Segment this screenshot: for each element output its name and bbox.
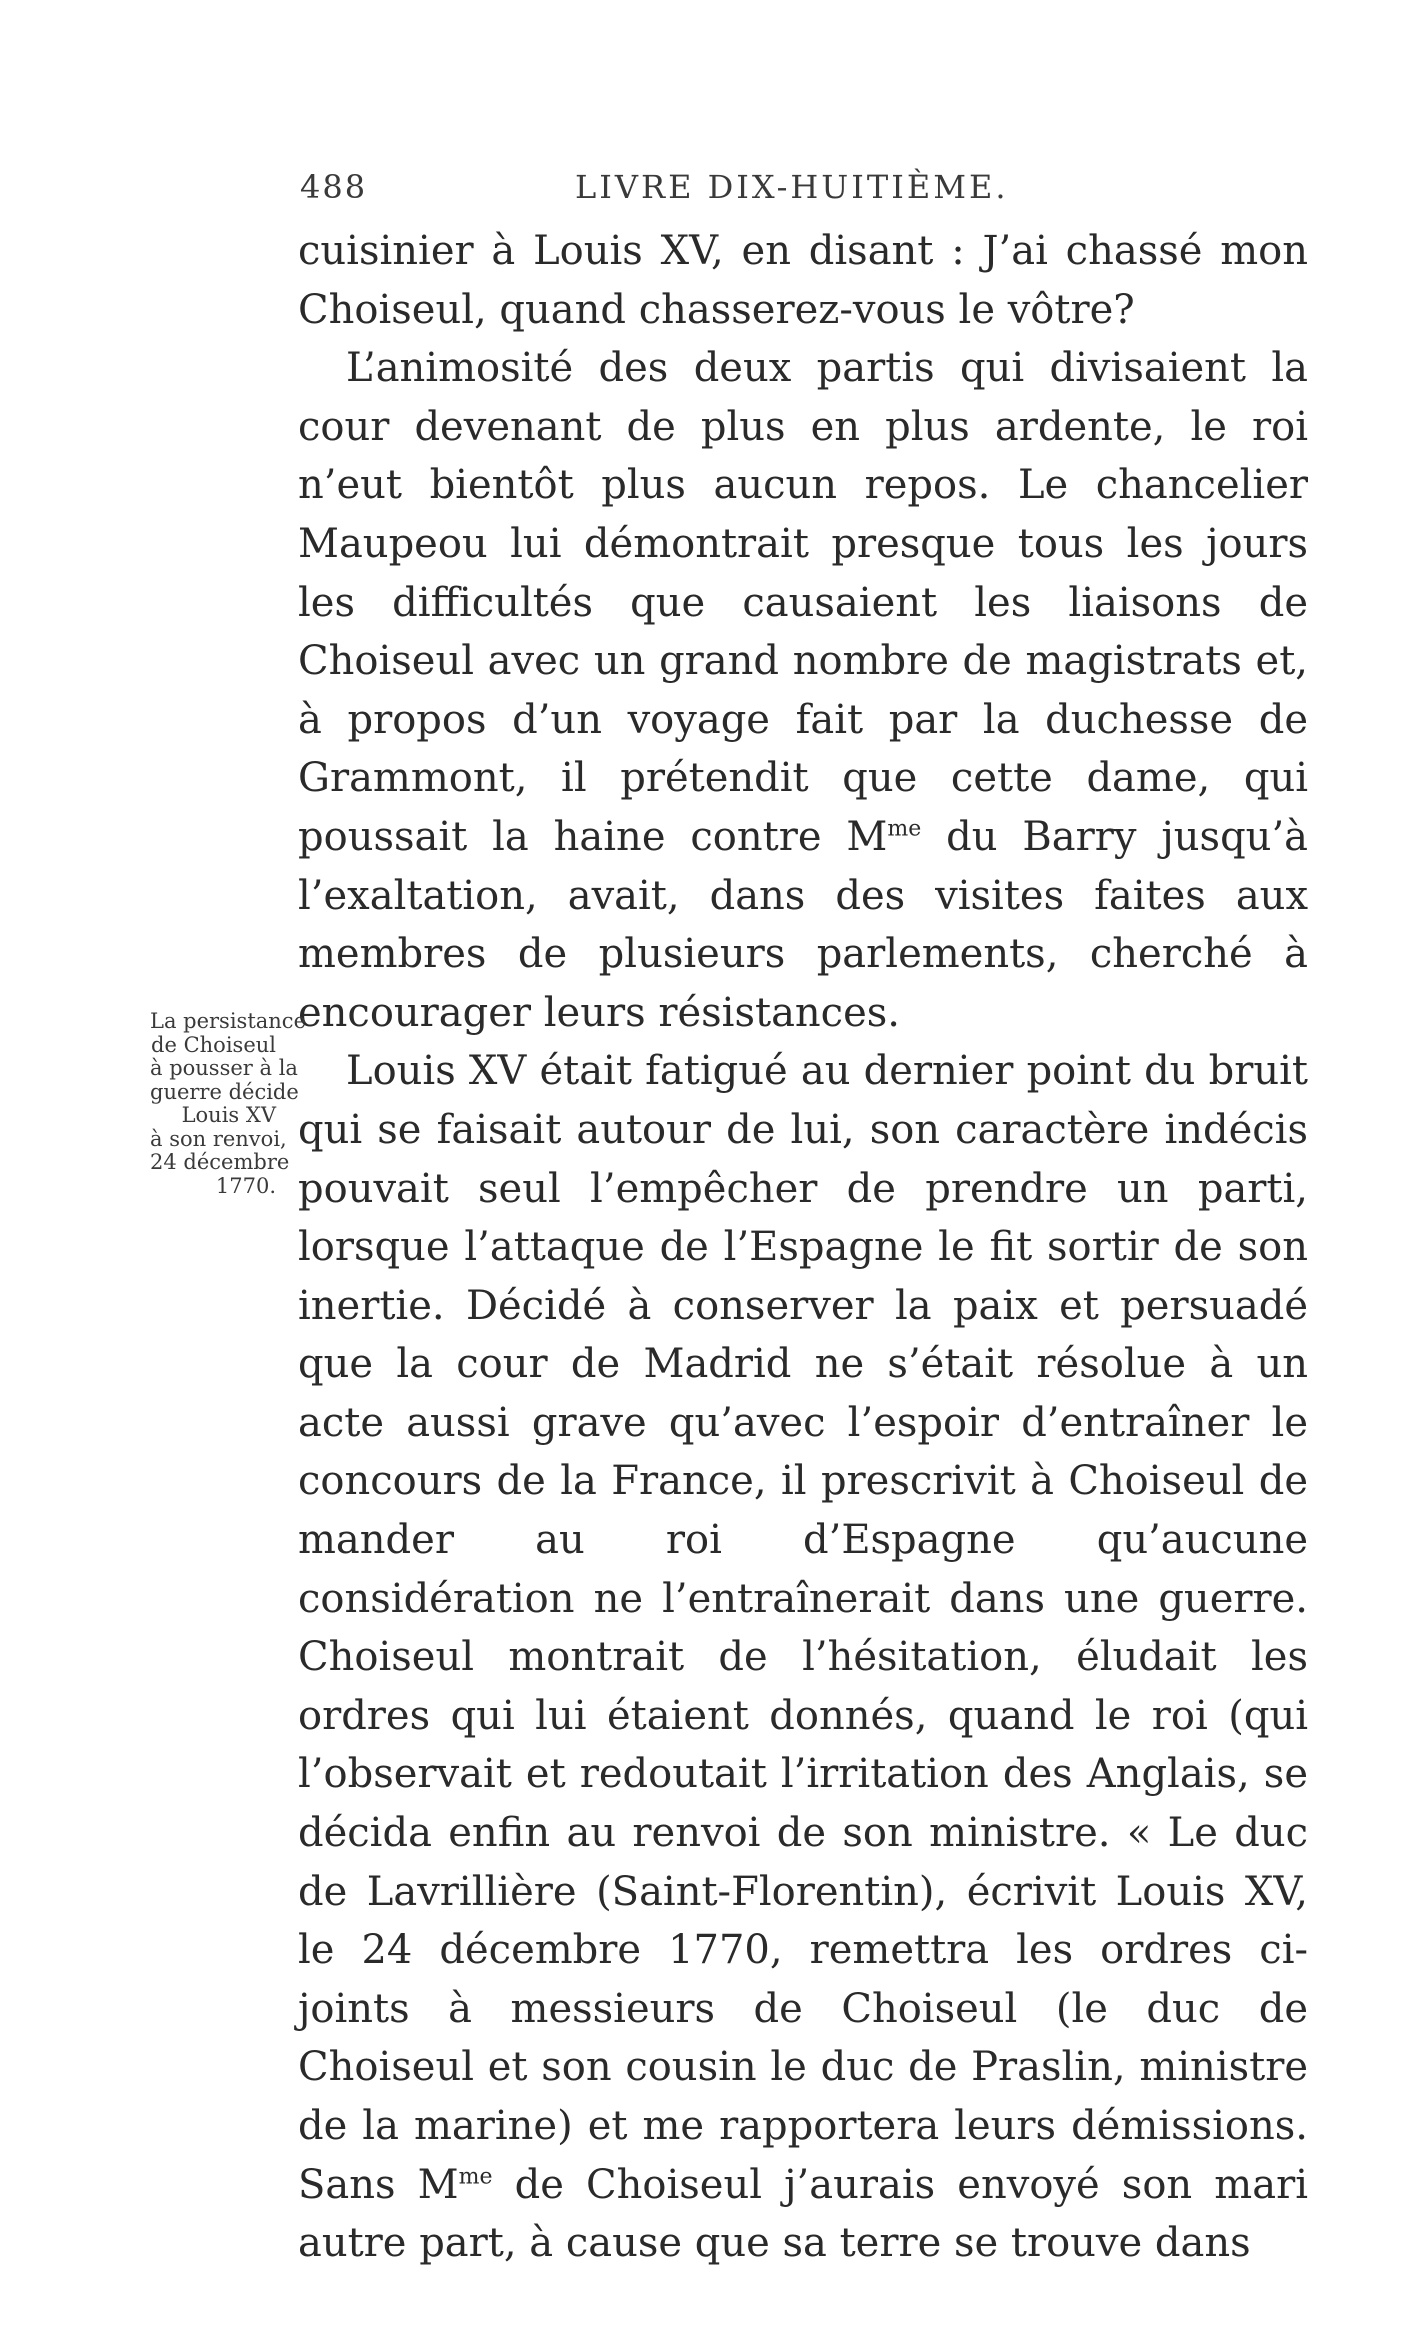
paragraph-text: L’animosité des deux partis qui divisaient la cour devenant de plus en plus ardente, le roi n’eut bientôt plus aucun repos. Le chancelier Maupeou lui démontrait presque tous les jours les difficultés que causaient les liaisons de Choiseul avec un grand nombre de magistrats et, à propos d’un voyage fait par la duchesse de Grammont, il prétendit que cette dame, qui poussait la haine contre M [298, 345, 1308, 860]
paragraph-louis-xv [298, 1042, 1308, 2272]
superscript-abbreviation: me [887, 816, 922, 842]
paragraph-text: du Barry jusqu’à l’exaltation, avait, dans des visites faites aux membres de plusieurs parlements, cherché à encourager leurs résistances. [298, 813, 1309, 1036]
margin-note-line: à pousser à la [150, 1056, 298, 1080]
margin-note-line: 1770. [215, 1173, 276, 1198]
running-head [300, 168, 1310, 212]
running-title: LIVRE DIX-HUITIÈME. [575, 168, 1009, 206]
paragraph-continuation: cuisinier à Louis XV, en disant : J’ai chassé mon Choiseul, quand chasserez-vous le vôtre? [298, 228, 1308, 333]
margin-note-line: guerre décide [150, 1079, 299, 1104]
margin-note-line: La persistance [150, 1009, 306, 1033]
paragraph-text: de Choiseul j’aurais envoyé son mari autre part, à cause que sa terre se trouve dans [298, 2161, 1308, 2267]
margin-note-line: de Choiseul [151, 1032, 276, 1057]
margin-note [150, 1009, 306, 1198]
paragraph-text: Louis XV était fatigué au dernier point du bruit qui se faisait autour de lui, son caractère indécis pouvait seul l’empêcher de prendre un parti, lorsque l’attaque de l’Espagne le fit sortir de son inertie. Décidé à conserver la paix et persuadé que la cour de Madrid ne s’était résolue à un acte aussi grave qu’avec l’espoir d’entraîner le concours de la France, il prescrivit à Choiseul de mander au roi d’Espagne qu’aucune considération ne l’entraînerait dans une guerre. Choiseul montrait de l’hésitation, éludait les ordres qui lui étaient donnés, quand le roi (qui l’observait et redoutait l’irritation des Anglais, se décida enfin au renvoi de son ministre. « Le duc de Lavrillière (Saint-Florentin), écrivit Louis XV, le 24 décembre 1770, remettra les ordres ci-joints à messieurs de Choiseul (le duc de Choiseul et son cousin le duc de Praslin, ministre de la marine) et me rapportera leurs démissions. Sans M [298, 1048, 1308, 2208]
page-number: 488 [300, 168, 368, 206]
margin-note-line: 24 décembre [150, 1150, 290, 1174]
paragraph-animosite [298, 339, 1308, 1042]
superscript-abbreviation: me [458, 2164, 493, 2190]
margin-note-line: Louis XV [181, 1103, 276, 1127]
body-text [298, 222, 1308, 2273]
margin-note-line: à son renvoi, [150, 1126, 287, 1151]
